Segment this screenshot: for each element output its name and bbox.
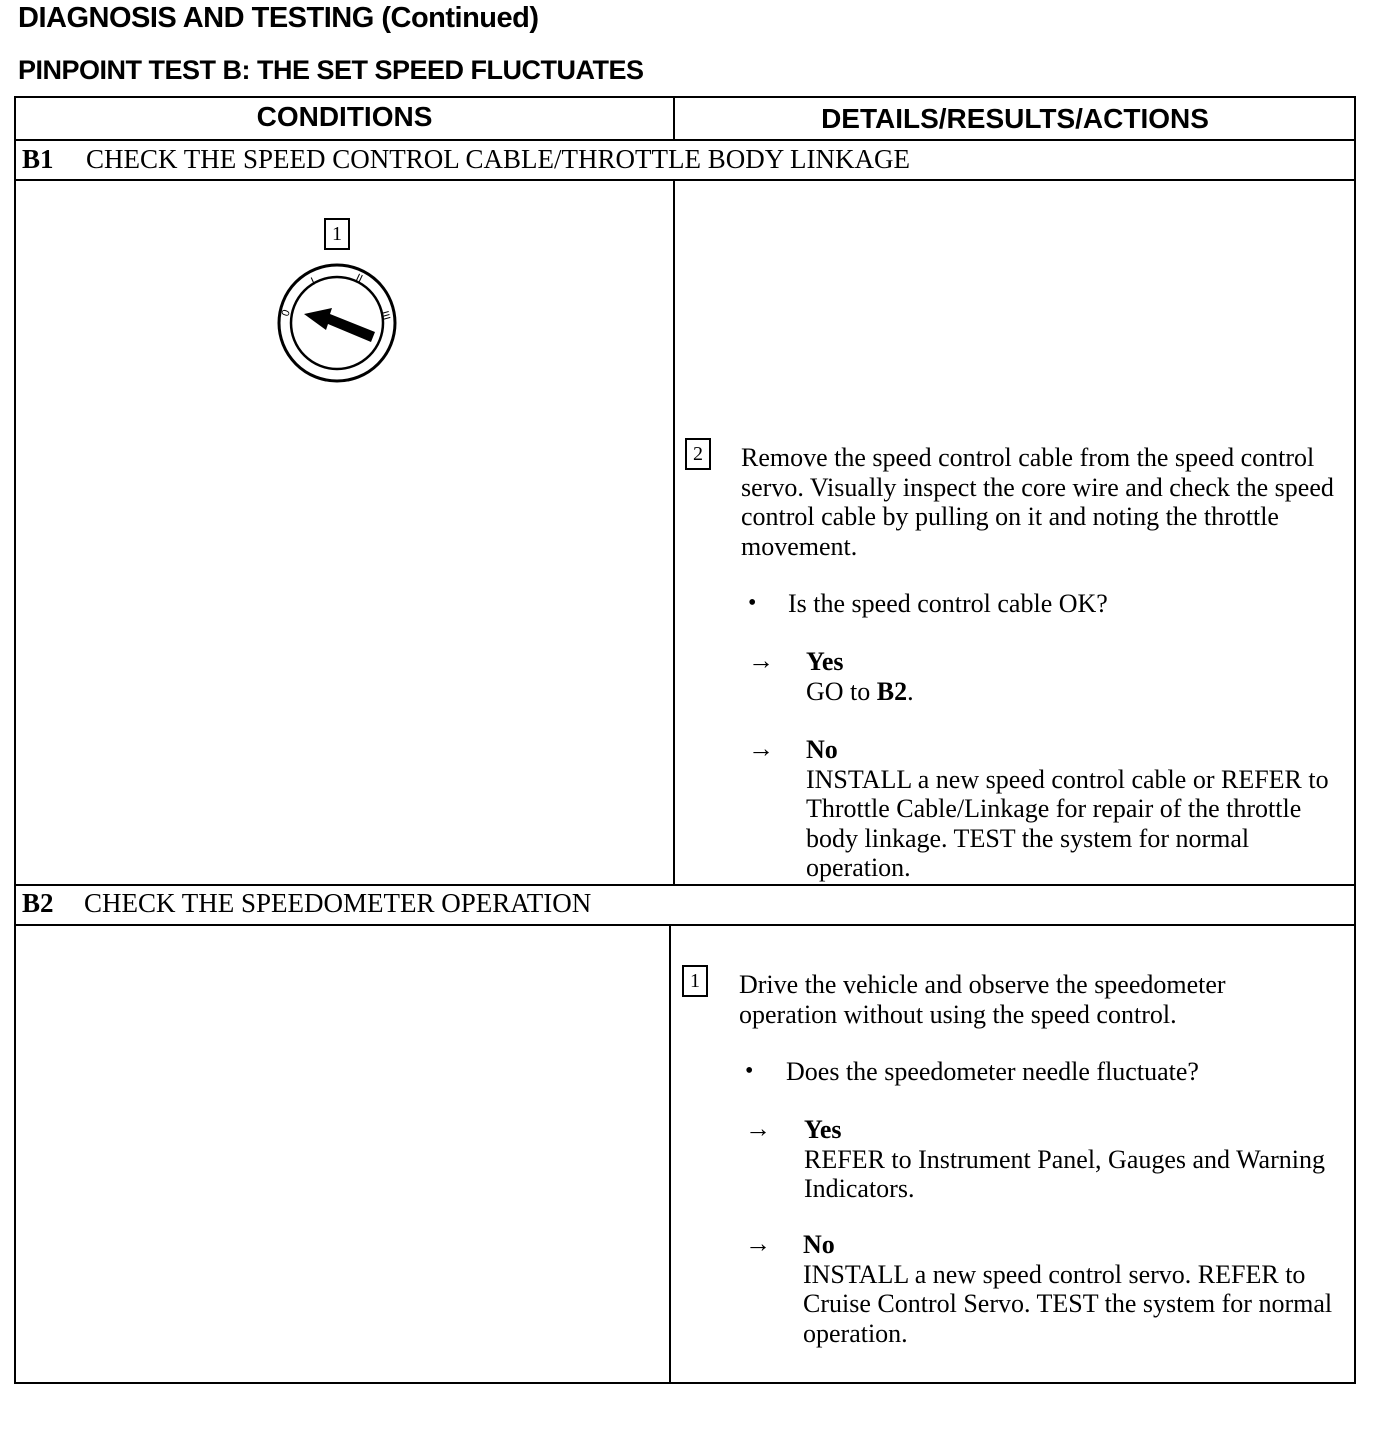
arrow-icon: → — [748, 646, 774, 675]
ignition-key-arrow-icon — [304, 308, 375, 342]
b2-column-divider — [669, 924, 671, 1384]
step-id: B1 — [22, 144, 54, 174]
figure-number-box: 1 — [324, 218, 350, 250]
arrow-icon: → — [745, 1114, 771, 1143]
test-title: PINPOINT TEST B: THE SET SPEED FLUCTUATES — [18, 55, 644, 85]
b1-column-divider — [673, 179, 675, 886]
step-id: B2 — [22, 888, 54, 918]
step-title: CHECK THE SPEEDOMETER OPERATION — [84, 888, 592, 918]
yes-prefix: GO to — [806, 676, 877, 706]
question-text: Is the speed control cable OK? — [788, 589, 1108, 618]
details-header: DETAILS/RESULTS/ACTIONS — [821, 103, 1209, 134]
no-answer — [803, 1230, 1343, 1348]
no-label: No — [806, 735, 838, 764]
bullet-icon: • — [745, 1058, 754, 1084]
ignition-label-0: 0 — [279, 308, 293, 319]
bullet-icon: • — [748, 590, 757, 616]
b2-top-divider — [14, 884, 1356, 886]
arrow-icon: → — [748, 734, 774, 763]
b1-title-divider — [14, 179, 1356, 181]
yes-suffix: . — [907, 676, 914, 706]
yes-target-step: B2 — [876, 676, 908, 706]
yes-text — [806, 677, 1336, 707]
yes-answer — [806, 647, 1336, 706]
ignition-label-1: I — [309, 275, 318, 288]
ignition-label-3: III — [378, 309, 393, 322]
yes-text: REFER to Instrument Panel, Gauges and Warning Indicators. — [804, 1144, 1325, 1203]
action-text: Remove the speed control cable from the speed control servo. Visually inspect the core wire and check the speed control cable by pulling on it and noting the throttle movement. — [741, 443, 1334, 561]
yes-label: Yes — [804, 1115, 842, 1144]
action-text: Drive the vehicle and observe the speedometer operation without using the speed control. — [739, 970, 1226, 1029]
conditions-header: CONDITIONS — [256, 101, 433, 132]
question-text: Does the speedometer needle fluctuate? — [786, 1057, 1199, 1086]
no-text: INSTALL a new speed control servo. REFER to Cruise Control Servo. TEST the system for normal operation. — [803, 1259, 1333, 1348]
action-number-box: 1 — [682, 965, 708, 997]
step-b1-header — [22, 144, 910, 175]
step-title: CHECK THE SPEED CONTROL CABLE/THROTTLE BODY LINKAGE — [86, 144, 910, 174]
header-divider — [14, 139, 1356, 141]
b2-title-divider — [14, 924, 1356, 926]
no-label: No — [803, 1230, 835, 1259]
action-number-box: 2 — [685, 438, 711, 470]
yes-label: Yes — [806, 647, 844, 676]
page-title: DIAGNOSIS AND TESTING (Continued) — [18, 2, 539, 34]
ignition-label-2: II — [353, 271, 365, 286]
no-answer — [806, 735, 1341, 883]
step-b2-header — [22, 888, 591, 919]
no-text: INSTALL a new speed control cable or REFER to Throttle Cable/Linkage for repair of the throttle body linkage. TEST the system for normal operation. — [806, 764, 1329, 882]
arrow-icon: → — [745, 1229, 771, 1258]
ignition-switch-figure — [270, 262, 404, 386]
yes-answer — [804, 1115, 1336, 1204]
